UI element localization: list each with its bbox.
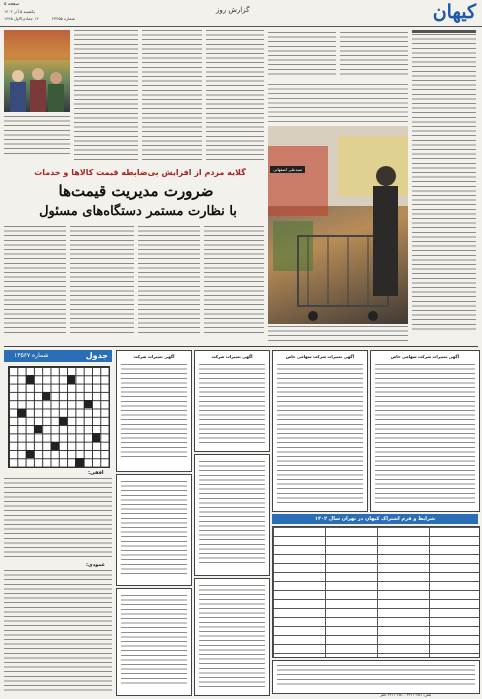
crossword-number: شماره ۱۳۵۶۷ <box>14 352 49 359</box>
headline-kicker: گلایه مردم از افزایش بی‌ضابطه قیمت کالاها و خدمات <box>34 168 246 177</box>
across-label: افقی: <box>88 470 104 476</box>
page-number: صفحه ۵ <box>4 2 20 7</box>
across-clues <box>4 478 112 558</box>
section-divider <box>4 346 478 347</box>
ad-notice-7 <box>272 350 368 512</box>
crossword-label: جدول <box>85 351 108 360</box>
article-column-l2 <box>142 30 202 162</box>
crossword-grid <box>8 366 110 468</box>
article-column-b3 <box>138 226 200 334</box>
ad-notice-2 <box>116 474 192 586</box>
article-column-b1 <box>4 226 66 334</box>
article-column-top-b <box>268 32 336 78</box>
photo-illustration <box>4 30 70 112</box>
down-label: عمودی: <box>86 562 106 568</box>
ad-notice-5 <box>194 454 270 576</box>
logo: کیهان <box>432 1 476 23</box>
article-column-l3 <box>206 30 264 162</box>
issue-date: یکشنبه ۵ آذر ۱۴۰۲ <box>4 9 35 14</box>
ad-title: آگهی تغییرات شرکت سهامی خاص <box>390 354 460 359</box>
photo-credit: سیدعلی اصفهانی <box>270 166 305 173</box>
crossword-header <box>4 350 112 362</box>
ad-title: آگهی تغییرات شرکت <box>133 354 175 359</box>
subscription-title: شرایط و فرم اشتراک کیهان در تهران سال ۱۴۰۲ <box>314 516 436 522</box>
footer-phone: تلفن: ۳۳۱۱۰۲۵۱ - ۳۳۱۱۰۲۵۱ دفتر <box>380 693 432 697</box>
shoppers-photo <box>4 30 70 112</box>
article-column-b4 <box>204 226 264 334</box>
masthead <box>0 0 482 27</box>
ad-title: آگهی تغییرات شرکت <box>211 354 253 359</box>
ad-notice-3 <box>116 588 192 696</box>
ad-notice-8 <box>370 350 480 512</box>
issue-hijri-date: ۱۲ جمادی‌الاول ۱۴۴۵ <box>4 16 39 21</box>
ad-notice-1 <box>116 350 192 472</box>
intro-paragraph <box>268 84 408 124</box>
headline-title: ضرورت مدیریت قیمت‌ها <box>58 182 214 200</box>
section-title: گزارش روز <box>216 6 250 14</box>
supermarket-photo <box>268 126 408 324</box>
ad-notice-6 <box>194 578 270 696</box>
article-column-l1 <box>74 30 138 162</box>
closing-paragraph <box>268 326 408 342</box>
article-column-b2 <box>70 226 134 334</box>
subscription-form <box>272 660 480 694</box>
subscription-table <box>272 526 480 658</box>
subscription-header <box>272 514 478 524</box>
photo-caption <box>4 116 70 156</box>
down-clues <box>4 570 112 694</box>
photo-illustration <box>268 126 408 324</box>
article-column-right <box>412 34 476 332</box>
article-column-top-a <box>340 32 408 78</box>
headline-subtitle: با نظارت مستمر دستگاه‌های مسئول <box>39 204 237 219</box>
column-subhead <box>412 30 476 33</box>
ad-title: آگهی تغییرات شرکت سهامی خاص <box>285 354 355 359</box>
issue-number: شماره ۲۳۴۵۵ <box>52 16 75 21</box>
ad-notice-4 <box>194 350 270 452</box>
